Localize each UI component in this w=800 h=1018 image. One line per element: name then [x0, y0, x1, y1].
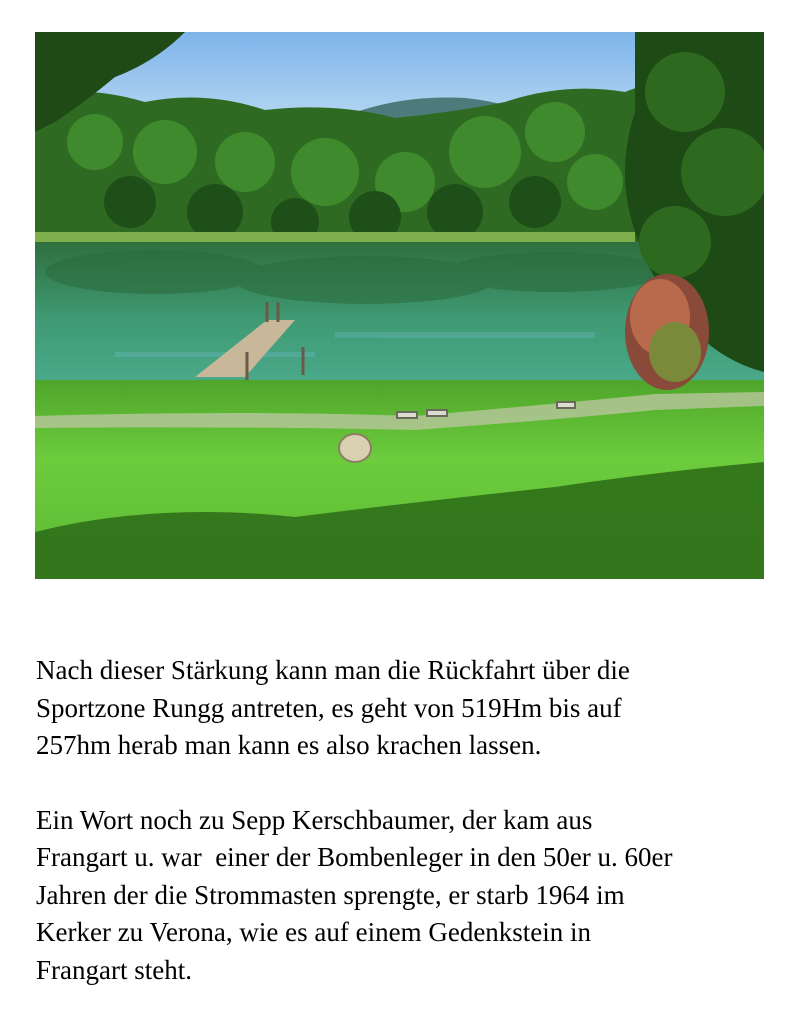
- text-line: Kerker zu Verona, wie es auf einem Gedenkstein in: [36, 917, 592, 947]
- text-line: Sportzone Rungg antreten, es geht von 519Hm bis auf: [36, 692, 622, 723]
- text-line: Frangart u. war einer der Bombenleger in den 50er u. 60er: [36, 842, 673, 872]
- text-line: Nach dieser Stärkung kann man die Rückfahrt über die: [36, 655, 630, 685]
- lake-scene-illustration: [35, 32, 764, 579]
- paragraph-return-route: [36, 652, 776, 765]
- description-text: [36, 652, 776, 989]
- text-line: Ein Wort noch zu Sepp Kerschbaumer, der kam aus: [36, 804, 593, 835]
- text-line: Frangart steht.: [36, 954, 192, 985]
- text-line: Jahren der die Strommasten sprengte, er starb 1964 im: [36, 879, 625, 910]
- paragraph-kerschbaumer: [36, 802, 776, 990]
- boulder: [339, 434, 371, 462]
- lake-photo: [35, 32, 764, 579]
- red-bush: [625, 274, 709, 390]
- text-line: 257hm herab man kann es also krachen lassen.: [36, 730, 542, 760]
